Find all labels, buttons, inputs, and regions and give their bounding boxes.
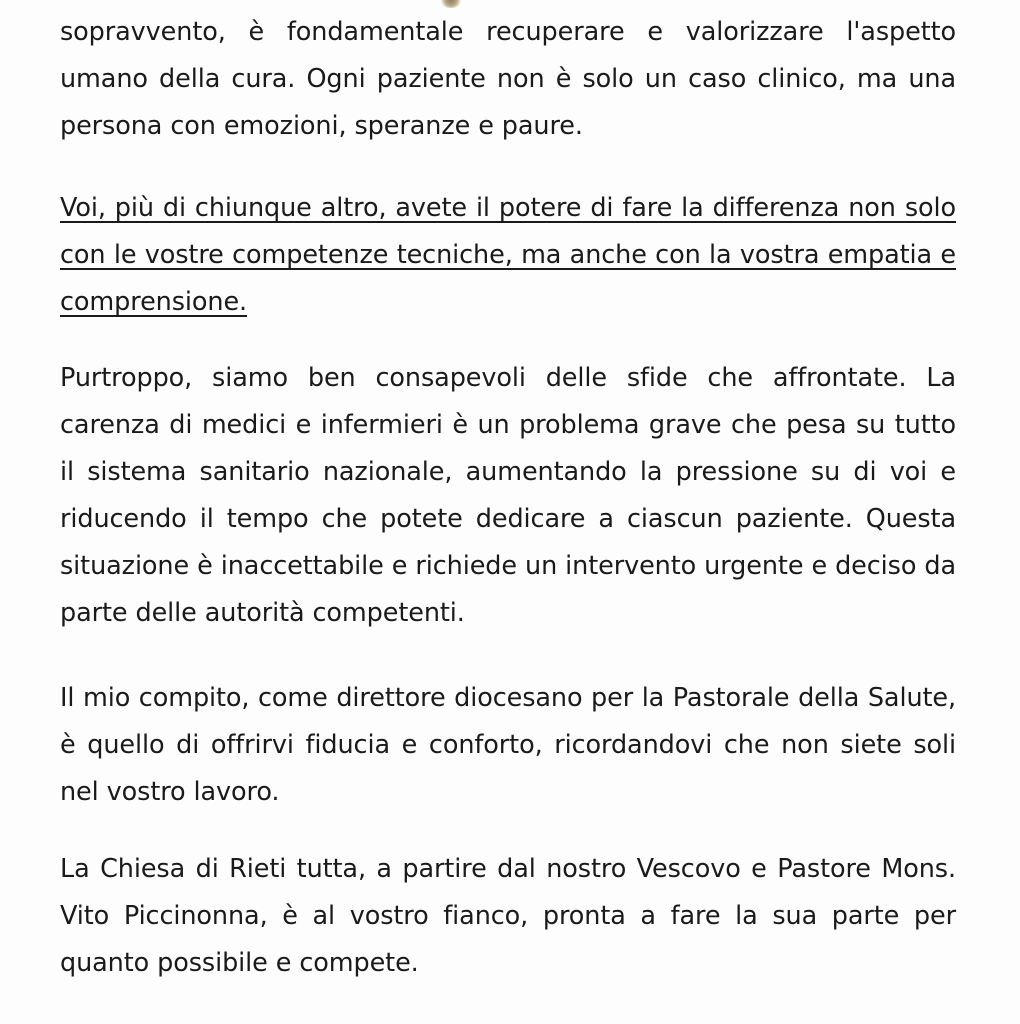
underlined-paragraph-text: Voi, più di chiunque altro, avete il potere di fare la differenza non solo con le vostre competenze tecniche, ma anche con la vostra empatia e comprensione. [60,193,956,317]
paragraph-1: sopravvento, è fondamentale recuperare e valorizzare l'aspetto umano della cura. Ogni paziente non è solo un caso clinico, ma una persona con emozioni, speranze e paure. [60,17,956,141]
ink-blot [440,0,462,8]
paragraph-4: Il mio compito, come direttore diocesano per la Pastorale della Salute, è quello di offrirvi fiducia e conforto, ricordandovi che non siete soli nel vostro lavoro. [60,683,956,807]
paragraph-3: Purtroppo, siamo ben consapevoli delle sfide che affrontate. La carenza di medici e infermieri è un problema grave che pesa su tutto il sistema sanitario nazionale, aumentando la pressione su di voi e riducendo il tempo che potete dedicare a ciascun paziente. Questa situazione è inaccettabile e richiede un intervento urgente e deciso da parte delle autorità competenti. [60,363,956,628]
paragraph-5: La Chiesa di Rieti tutta, a partire dal nostro Vescovo e Pastore Mons. Vito Piccinonna, è al vostro fianco, pronta a fare la sua parte per quanto possibile e compete. [60,854,956,978]
paragraph-2 [60,185,956,326]
